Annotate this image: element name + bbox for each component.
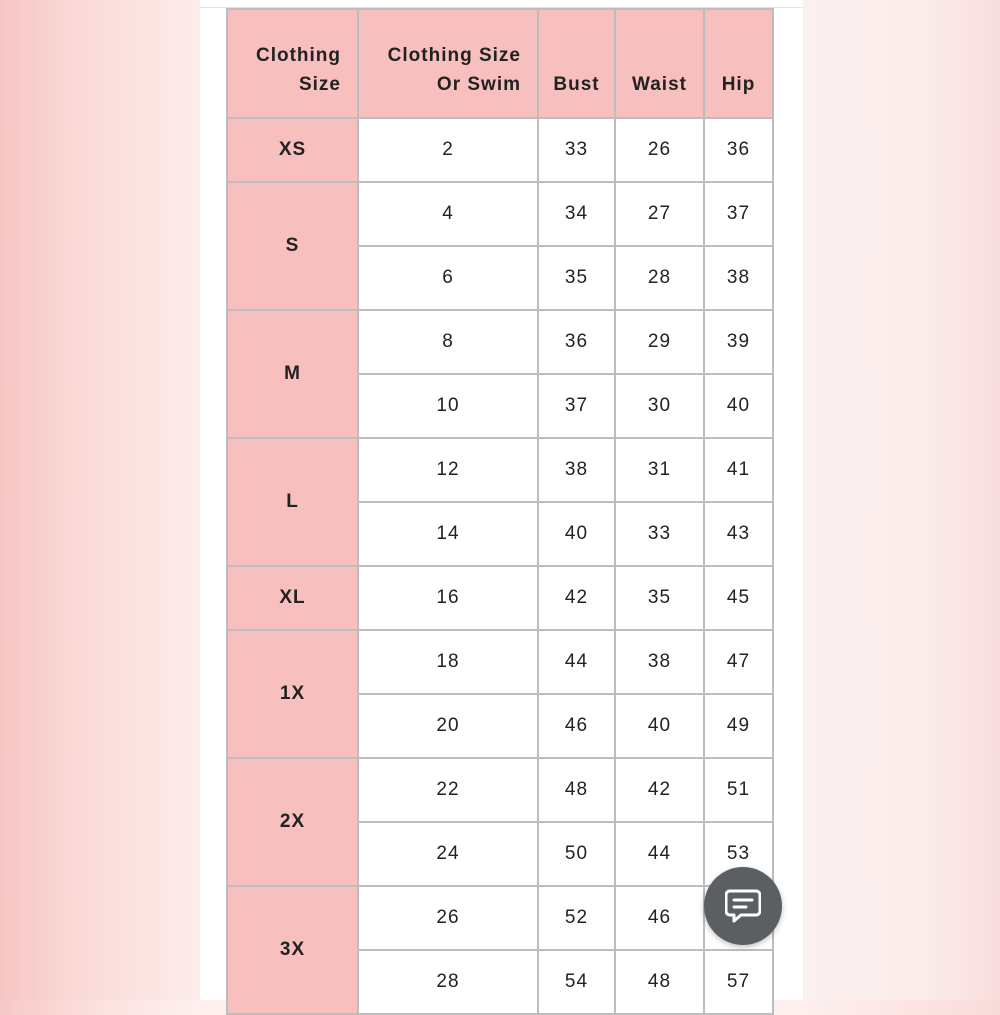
hip-cell: 41 — [704, 438, 773, 502]
bust-cell: 48 — [538, 758, 615, 822]
chat-bubble-icon — [725, 889, 761, 923]
bust-cell: 37 — [538, 374, 615, 438]
waist-cell: 38 — [615, 630, 704, 694]
bust-cell: 35 — [538, 246, 615, 310]
bust-cell: 44 — [538, 630, 615, 694]
background-blur-left — [0, 0, 200, 1000]
table-header-row — [227, 9, 773, 118]
header-clothing-size: Clothing Size — [227, 9, 358, 118]
table-row — [227, 758, 773, 822]
size-chart-panel — [200, 0, 803, 1000]
waist-cell: 26 — [615, 118, 704, 182]
bust-cell: 54 — [538, 950, 615, 1014]
swim-size-cell: 12 — [358, 438, 538, 502]
table-row — [227, 310, 773, 374]
swim-size-cell: 24 — [358, 822, 538, 886]
bust-cell: 46 — [538, 694, 615, 758]
hip-cell: 47 — [704, 630, 773, 694]
hip-cell: 38 — [704, 246, 773, 310]
hip-cell: 45 — [704, 566, 773, 630]
swim-size-cell: 16 — [358, 566, 538, 630]
header-clothing-size-or-swim: Clothing Size Or Swim — [358, 9, 538, 118]
swim-size-cell: 6 — [358, 246, 538, 310]
bust-cell: 50 — [538, 822, 615, 886]
waist-cell: 30 — [615, 374, 704, 438]
hip-cell: 40 — [704, 374, 773, 438]
bust-cell: 34 — [538, 182, 615, 246]
background-blur-right — [803, 0, 1000, 1000]
table-row — [227, 438, 773, 502]
waist-cell: 44 — [615, 822, 704, 886]
waist-cell: 31 — [615, 438, 704, 502]
table-row — [227, 566, 773, 630]
header-waist: Waist — [615, 9, 704, 118]
swim-size-cell: 2 — [358, 118, 538, 182]
header-bust: Bust — [538, 9, 615, 118]
size-label-cell: 3X — [227, 886, 358, 1014]
table-row — [227, 630, 773, 694]
size-label-cell: XL — [227, 566, 358, 630]
bust-cell: 33 — [538, 118, 615, 182]
bust-cell: 52 — [538, 886, 615, 950]
swim-size-cell: 4 — [358, 182, 538, 246]
hip-cell: 53 — [704, 822, 773, 886]
bust-cell: 40 — [538, 502, 615, 566]
waist-cell: 35 — [615, 566, 704, 630]
waist-cell: 48 — [615, 950, 704, 1014]
size-label-cell: 2X — [227, 758, 358, 886]
waist-cell: 28 — [615, 246, 704, 310]
hip-cell: 36 — [704, 118, 773, 182]
hip-cell: 57 — [704, 950, 773, 1014]
waist-cell: 27 — [615, 182, 704, 246]
size-label-cell: L — [227, 438, 358, 566]
bust-cell: 38 — [538, 438, 615, 502]
bust-cell: 36 — [538, 310, 615, 374]
swim-size-cell: 20 — [358, 694, 538, 758]
waist-cell: 42 — [615, 758, 704, 822]
swim-size-cell: 14 — [358, 502, 538, 566]
header-hip: Hip — [704, 9, 773, 118]
size-label-cell: 1X — [227, 630, 358, 758]
waist-cell: 40 — [615, 694, 704, 758]
waist-cell: 46 — [615, 886, 704, 950]
swim-size-cell: 8 — [358, 310, 538, 374]
hip-cell: 39 — [704, 310, 773, 374]
table-row — [227, 118, 773, 182]
hip-cell: 51 — [704, 758, 773, 822]
waist-cell: 29 — [615, 310, 704, 374]
chat-button[interactable] — [704, 867, 782, 945]
swim-size-cell: 22 — [358, 758, 538, 822]
table-row — [227, 182, 773, 246]
size-label-cell: M — [227, 310, 358, 438]
hip-cell: 43 — [704, 502, 773, 566]
waist-cell: 33 — [615, 502, 704, 566]
table-row — [227, 886, 773, 950]
hip-cell: 49 — [704, 694, 773, 758]
swim-size-cell: 28 — [358, 950, 538, 1014]
size-label-cell: S — [227, 182, 358, 310]
swim-size-cell: 10 — [358, 374, 538, 438]
size-label-cell: XS — [227, 118, 358, 182]
bust-cell: 42 — [538, 566, 615, 630]
hip-cell: 37 — [704, 182, 773, 246]
size-chart-table — [226, 8, 774, 1015]
swim-size-cell: 18 — [358, 630, 538, 694]
swim-size-cell: 26 — [358, 886, 538, 950]
